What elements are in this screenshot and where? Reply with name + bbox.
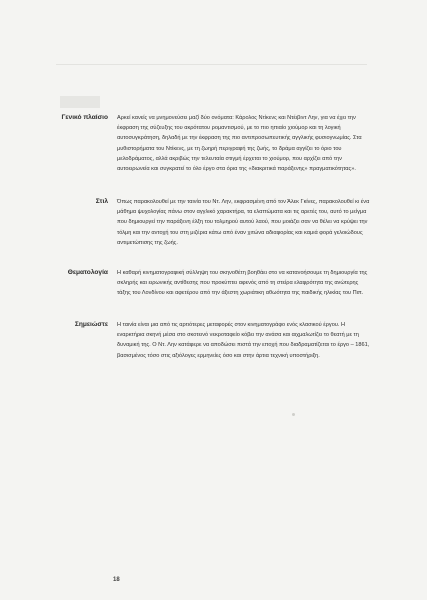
bleed-through-box: [60, 96, 100, 108]
page-number: 18: [113, 577, 120, 583]
section-label: Σημειώστε: [74, 321, 108, 328]
section-label: Γενικό πλαίσιο: [61, 114, 108, 121]
section-label: Θεματολογία: [67, 269, 108, 276]
scan-speck: [292, 413, 295, 416]
bleed-through-rule: [56, 64, 367, 65]
section-label: Στιλ: [95, 198, 108, 205]
section-text: Η καθαρή κινηματογραφική σύλληψη του σκηνοθέτη βοηθάει στο να κατανοήσουμε τη δημιουργία της σκληρής και ειρωνικής αντίθεσης που προκύπτει αφενός από τη στείρα ελαφρότητα της ανώτερης τάξης του Λονδίνου και αφετέρου από την άξεστη χωριάτικη αθωότητα της παιδικής ηλικίας του Πιπ.: [117, 270, 368, 297]
section-text: Αρκεί κανείς να μνημονεύσει μαζί δύο ονόματα: Κάρολος Ντίκενς και Ντέιβιντ Λην, για να έχει την έκφραση της σύζευξης του ακρότατου ρομαντισμού, με το πιο ηπιαίο χιούμορ και τη λογική αυτοσυγκράτηση, δηλαδή με την έκφραση της πιο αντιπροσωπευτικής αγγλικής φυσιογνωμίας. Στα μυθιστορήματα του Ντίκενς, με τη ζωηρή περιγραφή της ζωής, το δράμα αγγίζει το όριο του μελοδράματος, αλλά ακριβώς την τελευταία στιγμή έρχεται το χιούμορ, που αρχίζει από την αυτοειρωνεία και συγκρατεί το όλο έργο στα όρια της «διακριτικά παράξενης» πραγματικότητας».: [117, 115, 362, 173]
section-text: Όπως παρακολουθεί με την ταινία του Ντ. Λην, εκφρασμένη από τον Άλεκ Γκίνες, παρακολουθεί κι ένα μάθημα ψυχολογίας πάνω στον αγγλικό χαρακτήρα, τα ελαττώματα και τις αρετές του, αυτό το μείγμα που δημιουργεί την παράξενη έλξη του τολμηρού αυτού λαού, που μοιάζει σαν να θέλει να κρύψει την τόλμη και την αντοχή του στη μιζέρια κάτω από έναν χιτώνα αδιαφορίας και καμιά φορά γελοιώδους αντιμετώπισης της ζωής.: [117, 199, 370, 246]
section-text: Η ταινία είναι μια από τις αρτιότερες μεταφορές στον κινηματογράφο ενός κλασικού έργου. Η εναρκτήρια σκηνή μέσα στο σκοτεινό νεκροταφείο κόβει την ανάσα και αιχμαλωτίζει το θεατή με τη δυναμική της. Ο Ντ. Λην κατάφερε να αποδώσει πιστά την εποχή που διαδραματίζεται το έργο – 1861, βασισμένος τόσο στις αξιόλογες ερμηνείες όσο και στην άρτια τεχνική υποστήριξη.: [117, 322, 370, 359]
